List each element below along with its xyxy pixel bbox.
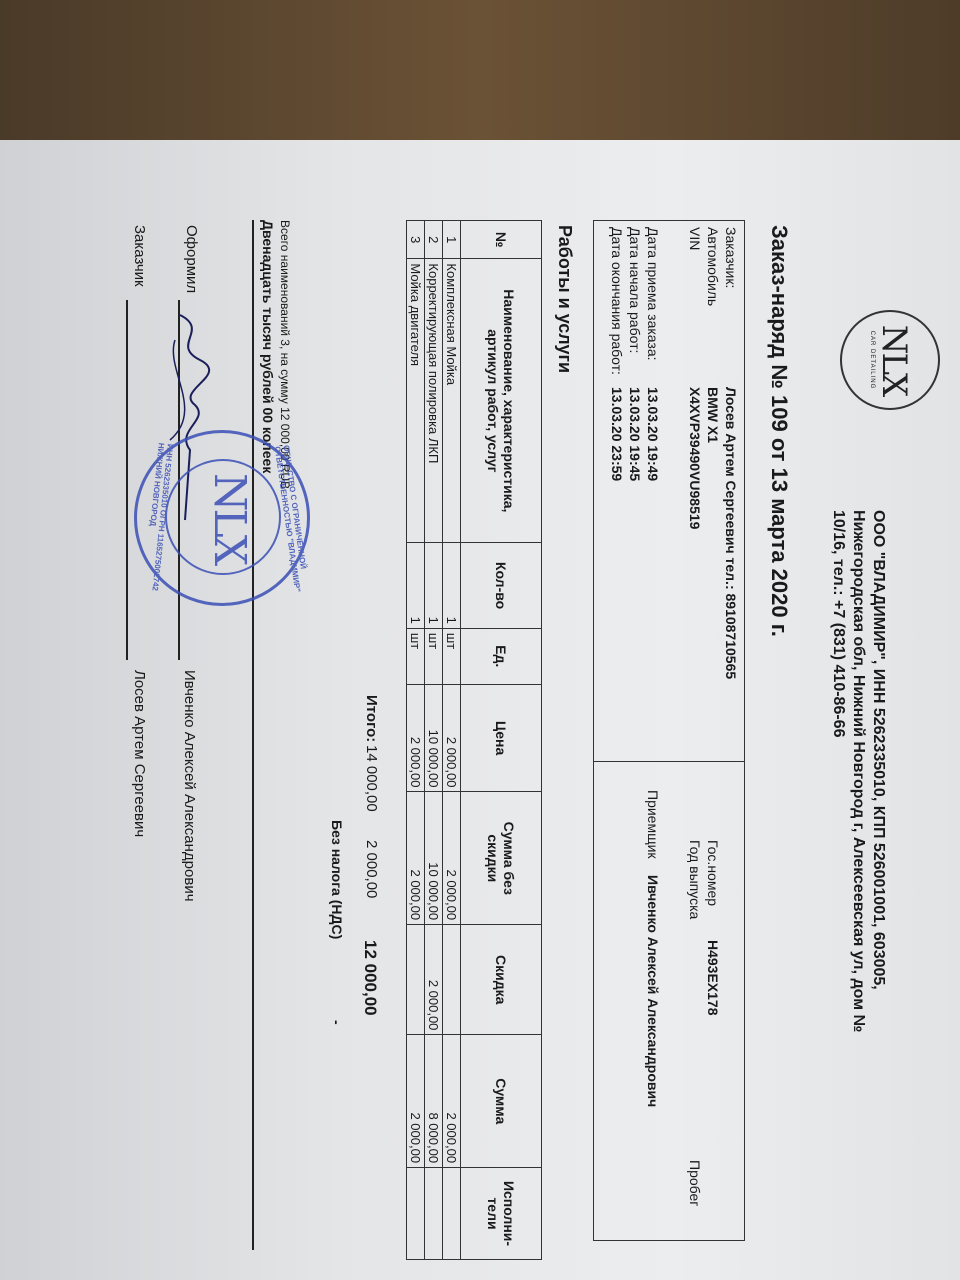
cell-sum: 2 000,00 xyxy=(443,792,461,925)
items-count-line: Всего наименований 3, на сумму 12 000,00 RUB xyxy=(278,220,292,490)
stamp-rim-top: ОБЩЕСТВО С ОГРАНИЧЕННОЙ ОТВЕТСТВЕННОСТЬЮ "ВЛАДИМИР" xyxy=(272,444,308,593)
plate-label: Гос.номер xyxy=(705,840,721,907)
cell-price: 10 000,00 xyxy=(425,684,443,792)
header-unit: Ед. xyxy=(461,628,542,684)
header-sum: Сумма без скидки xyxy=(461,792,542,925)
cell-qty: 1 xyxy=(407,543,425,629)
cell-executor xyxy=(443,1168,461,1260)
amount-in-words: Двенадцать тысяч рублей 00 копеек xyxy=(260,220,276,474)
cell-discount xyxy=(443,925,461,1035)
totals-label: Итого: xyxy=(363,695,380,743)
cell-unit: шт xyxy=(443,628,461,684)
plate-value: Н493ЕХ178 xyxy=(705,940,721,1016)
order-document xyxy=(0,140,960,1280)
mileage-label: Пробег xyxy=(687,1160,703,1207)
stamp-rim-bottom: ИНН 5262335010 ОГРН 1165275002742 НИЖНИЙ НОВГОРОД xyxy=(148,442,175,592)
paper-sheet xyxy=(0,140,960,1280)
cell-sum: 2 000,00 xyxy=(407,792,425,925)
customer-sign-label: Заказчик xyxy=(131,225,148,287)
start-label: Дата начала работ: xyxy=(627,227,643,354)
cell-discount: 2 000,00 xyxy=(425,925,443,1035)
receiver-label: Приемщик xyxy=(645,790,661,859)
tax-label: Без налога (НДС) xyxy=(329,820,345,940)
header-discount: Скидка xyxy=(461,925,542,1035)
receiver-value: Ивченко Алексей Александрович xyxy=(645,875,661,1108)
cell-name: Мойка двигателя xyxy=(407,259,425,543)
end-value: 13.03.20 23:59 xyxy=(609,387,625,482)
vin-value: X4XVP39490VU98519 xyxy=(687,387,703,530)
cell-qty: 1 xyxy=(425,543,443,629)
issued-label: Оформил xyxy=(183,225,200,294)
cell-unit: шт xyxy=(407,628,425,684)
customer-value: Лосев Артем Сергеевич тел.: 89108710565 xyxy=(723,387,739,680)
cell-total: 2 000,00 xyxy=(407,1035,425,1168)
year-label: Год выпуска xyxy=(687,840,703,920)
totals-sum: 14 000,00 xyxy=(363,745,380,812)
company-line-2: Нижегородская обл, Нижний Новгород г, Алексеевская ул, дом № xyxy=(850,510,867,1033)
header-qty: Кол-во xyxy=(461,543,542,629)
table-row xyxy=(443,221,461,1260)
company-line-3: 10/16, тел.: +7 (831) 410-86-66 xyxy=(830,510,847,738)
cell-executor xyxy=(425,1168,443,1260)
company-stamp xyxy=(134,430,310,606)
customer-signature-line xyxy=(127,300,129,660)
cell-num: 1 xyxy=(443,221,461,259)
stamp-mark: NLX xyxy=(204,473,255,564)
cell-price: 2 000,00 xyxy=(407,684,425,792)
car-value: BMW X1 xyxy=(705,387,721,443)
header-num: № xyxy=(461,221,542,259)
company-logo xyxy=(840,310,940,410)
customer-label: Заказчик: xyxy=(723,227,739,289)
cell-price: 2 000,00 xyxy=(443,684,461,792)
header-total: Сумма xyxy=(461,1035,542,1168)
header-price: Цена xyxy=(461,684,542,792)
car-label: Автомобиль xyxy=(705,227,721,307)
order-info-right xyxy=(593,760,745,1241)
cell-total: 2 000,00 xyxy=(443,1035,461,1168)
issued-name: Ивченко Алексей Александрович xyxy=(181,670,198,902)
works-table xyxy=(406,220,542,1260)
cell-sum: 10 000,00 xyxy=(425,792,443,925)
end-row xyxy=(608,227,626,481)
cell-num: 2 xyxy=(425,221,443,259)
company-details xyxy=(828,510,888,1240)
table-row xyxy=(407,221,425,1260)
footer-divider xyxy=(253,220,255,1250)
car-row xyxy=(704,227,722,443)
table-row xyxy=(425,221,443,1260)
totals-total: 12 000,00 xyxy=(361,940,380,1016)
company-line-1: ООО "ВЛАДИМИР", ИНН 5262335010, КПП 526001001, 603005, xyxy=(870,510,887,990)
cell-discount xyxy=(407,925,425,1035)
customer-row xyxy=(722,227,740,679)
tax-value: - xyxy=(329,1020,345,1025)
customer-name: Лосев Артем Сергеевич xyxy=(131,670,148,838)
cell-name: Корректирующая полировка ЛКП xyxy=(425,259,443,543)
cell-name: Комплексная Мойка xyxy=(443,259,461,543)
vin-row xyxy=(686,227,704,529)
totals-discount: 2 000,00 xyxy=(363,840,380,899)
start-row xyxy=(626,227,644,481)
table-header-row xyxy=(461,221,542,1260)
cell-executor xyxy=(407,1168,425,1260)
logo-mark: NLX xyxy=(874,324,914,396)
accept-label: Дата приема заказа: xyxy=(645,227,661,361)
accept-value: 13.03.20 19:49 xyxy=(645,387,661,482)
end-label: Дата окончания работ: xyxy=(609,227,625,375)
cell-unit: шт xyxy=(425,628,443,684)
accept-row xyxy=(644,227,662,481)
vin-label: VIN xyxy=(687,227,703,251)
start-value: 13.03.20 19:45 xyxy=(627,387,643,482)
cell-qty: 1 xyxy=(443,543,461,629)
cell-total: 8 000,00 xyxy=(425,1035,443,1168)
order-info-box xyxy=(593,220,745,762)
works-section-title: Работы и услуги xyxy=(555,225,575,374)
header-name: Наименование, характеристика, артикул работ, услуг xyxy=(461,259,542,543)
cell-num: 3 xyxy=(407,221,425,259)
document-title: Заказ-наряд № 109 от 13 марта 2020 г. xyxy=(767,225,792,637)
header-executors: Исполни-тели xyxy=(461,1168,542,1260)
logo-subtitle: CAR DETAILING xyxy=(869,330,875,390)
